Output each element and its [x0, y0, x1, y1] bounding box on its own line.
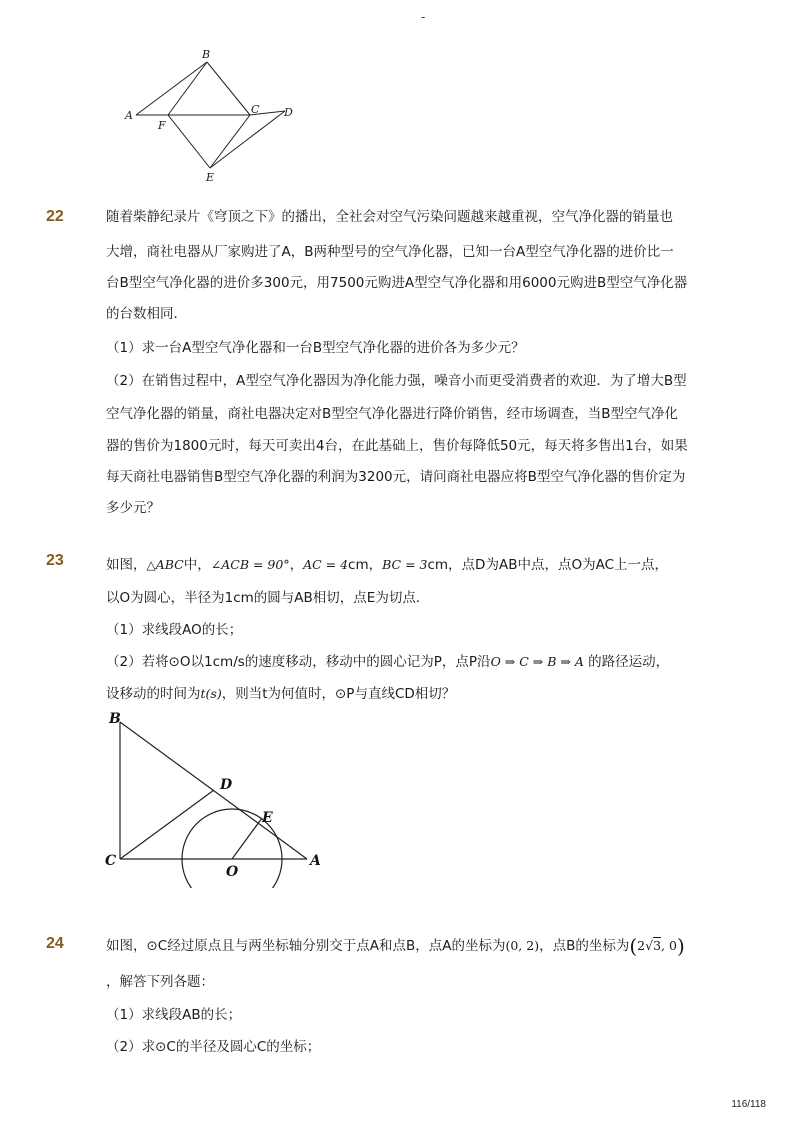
q23-part-2-line-2 [106, 684, 718, 704]
q24-part-2: （2）求⊙C的半径及圆心C的坐标； [106, 1039, 321, 1055]
question-number-23: 23 [46, 552, 64, 569]
math-path: O ⇒ C ⇒ B ⇒ A [490, 654, 584, 669]
question-number-24: 24 [46, 935, 64, 952]
segment-bf [168, 62, 207, 115]
q22-part-2-line-4: 每天商社电器销售B型空气净化器的利润为3200元，请问商社电器应将B型空气净化器的售价定为 [106, 469, 686, 485]
math-angle-acb: ∠ACB = 90° [210, 557, 290, 572]
label-f: F [158, 119, 166, 132]
label-c: C [251, 103, 260, 116]
q22-part-2-line-5: 多少元？ [106, 500, 160, 516]
left-paren: ( [629, 934, 638, 958]
label-d: D [220, 777, 233, 793]
q23-part-2-line-1 [106, 652, 718, 672]
segment-ab [136, 62, 207, 115]
segment-oe [232, 818, 262, 859]
q24-text: 如图，⊙C经过原点且与两坐标轴分别交于点A和点B，点A的坐标为 [106, 938, 506, 954]
q22-part-2-line-1: （2）在销售过程中，A型空气净化器因为净化能力强，噪音小而更受消费者的欢迎．为了增大B型 [106, 373, 687, 389]
math-radicand: 3 [653, 938, 662, 953]
q22-stem-line-4: 的台数相同． [106, 306, 187, 322]
sqrt-symbol: √ [645, 938, 654, 953]
q23-text: ， [289, 557, 304, 573]
math-abc: ABC [155, 557, 184, 572]
q23-text: （2）若将⊙O以1cm/s的速度移动，移动中的圆心记为P，点P沿 [106, 654, 491, 670]
q22-part-1: （1）求一台A型空气净化器和一台B型空气净化器的进价各为多少元？ [106, 340, 525, 356]
right-paren: ) [676, 934, 685, 958]
q22-stem-line-3: 台B型空气净化器的进价多300元，用7500元购进A型空气净化器和用6000元购进B型空气净化器 [106, 275, 688, 291]
q23-text: 如图， [106, 557, 147, 573]
math-two: 2 [637, 938, 646, 953]
q24-part-1: （1）求线段AB的长； [106, 1007, 242, 1023]
q23-part-1: （1）求线段AO的长； [106, 622, 243, 638]
math-bc: BC = 3 [382, 557, 428, 572]
q22-stem-line-2: 大增，商社电器从厂家购进了A，B两种型号的空气净化器，已知一台A型空气净化器的进价比一 [106, 244, 674, 260]
label-e: E [206, 171, 215, 184]
q23-text: 设移动的时间为 [106, 686, 201, 702]
segment-ed [210, 111, 285, 168]
question-number-22: 22 [46, 208, 64, 225]
label-o: O [226, 864, 239, 880]
segment-ec [210, 115, 250, 168]
q23-stem-line-1 [106, 555, 718, 575]
figure-quadrilateral [120, 44, 300, 184]
math-a-coord: (0, 2) [505, 938, 540, 953]
q23-text: cm，点D为AB中点，点O为AC上一点， [427, 557, 668, 573]
label-c: C [105, 853, 117, 869]
q23-stem-line-2: 以O为圆心，半径为1cm的圆与AB相切，点E为切点． [106, 590, 430, 606]
math-ts: t(s) [200, 686, 222, 701]
q24-text: ，点B的坐标为 [539, 938, 630, 954]
page-number: 116/118 [731, 1099, 766, 1110]
figure-triangle-circle [100, 708, 330, 888]
label-e: E [262, 810, 273, 826]
segment-fe [168, 115, 210, 168]
q23-text: ，则当t为何值时，⊙P与直线CD相切？ [221, 686, 456, 702]
q22-stem-line-1: 随着柴静纪录片《穹顶之下》的播出，全社会对空气污染问题越来越重视，空气净化器的销量也 [106, 209, 673, 225]
label-a: A [310, 853, 321, 869]
q22-part-2-line-2: 空气净化器的销量，商社电器决定对B型空气净化器进行降价销售，经市场调查，当B型空气净化 [106, 406, 679, 422]
q23-text: 中， [183, 557, 211, 573]
q23-text: cm， [348, 557, 383, 573]
label-a: A [125, 109, 133, 122]
top-mark: - [421, 10, 426, 24]
math-ac: AC = 4 [303, 557, 349, 572]
triangle-symbol: △ [146, 558, 156, 572]
q23-text: 的路径运动， [583, 654, 670, 670]
label-d: D [284, 106, 293, 119]
label-b: B [109, 711, 121, 727]
q22-part-2-line-3: 器的售价为1800元时，每天可卖出4台，在此基础上，售价每降低50元，每天将多售出1台，如果 [106, 438, 688, 454]
segment-cd [120, 790, 214, 859]
q24-stem-line-2: ，解答下列各题： [106, 974, 214, 990]
label-b: B [202, 48, 211, 61]
math-rest: , 0 [661, 938, 677, 953]
q24-stem-line-1 [106, 936, 718, 956]
segment-bc [207, 62, 250, 115]
